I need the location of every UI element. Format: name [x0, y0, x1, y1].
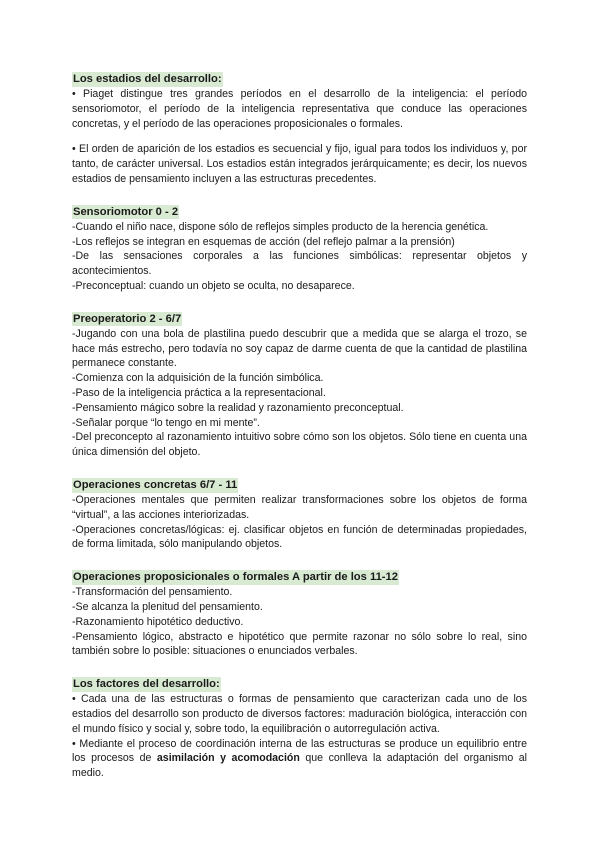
list-item: -Los reflejos se integran en esquemas de acción (del reflejo palmar a la prensión): [72, 235, 455, 248]
paragraph: • El orden de aparición de los estadios es secuencial y fijo, igual para todos los individuos y, por tanto, de carácter universal. Los estadios están integrados jerárquicamente; es decir, los nuevos estadios de pensamiento incluyen a las estructuras precedentes.: [72, 143, 527, 185]
section-operaciones-concretas: [72, 475, 527, 552]
list-item: -Pensamiento mágico sobre la realidad y razonamiento preconceptual.: [72, 401, 404, 414]
section-estadios: [72, 69, 527, 187]
section-heading: Operaciones concretas 6/7 - 11: [73, 478, 238, 491]
list-item: -Se alcanza la plenitud del pensamiento.: [72, 600, 263, 613]
list-item: -Pensamiento lógico, abstracto e hipotético que permite razonar no sólo sobre lo real, sino también sobre lo posible: situaciones o enunciados verbales.: [72, 630, 527, 658]
list-item: -Transformación del pensamiento.: [72, 586, 233, 599]
section-operaciones-formales: [72, 567, 527, 659]
list-item: -Preconceptual: cuando un objeto se oculta, no desaparece.: [72, 279, 355, 292]
list-item: -Del preconcepto al razonamiento intuitivo sobre cómo son los objetos. Sólo tiene en cuenta una única dimensión del objeto.: [72, 431, 527, 459]
list-item: • Cada una de las estructuras o formas de pensamiento que caracterizan cada uno de los estadios del desarrollo son producto de diversos factores: maduración biológica, interacción con el mundo físico y social y, sobre todo, la equilibración o autorregulación activa.: [72, 693, 527, 735]
list-item: -Cuando el niño nace, dispone sólo de reflejos simples producto de la herencia genética.: [72, 220, 489, 233]
list-item: -Operaciones mentales que permiten realizar transformaciones sobre los objetos de forma “virtual”, a las acciones interiorizadas.: [72, 493, 527, 521]
paragraph: • Piaget distingue tres grandes períodos en el desarrollo de la inteligencia: el período sensoriomotor, el período de la inteligencia representativa que conduce las operaciones concretas, y el período de las operaciones proposicionales o formales.: [72, 88, 527, 130]
section-factores: [72, 674, 527, 781]
section-heading: Los factores del desarrollo:: [73, 678, 220, 691]
bold-term: asimilación y acomodación: [156, 752, 300, 765]
section-heading: Los estadios del desarrollo:: [73, 73, 222, 85]
section-preoperatorio: [72, 309, 527, 460]
section-sensoriomotor: [72, 202, 527, 294]
section-heading: Operaciones proposicionales o formales A partir de los 11-12: [73, 571, 398, 584]
list-item: -Operaciones concretas/lógicas: ej. clasificar objetos en función de determinadas propiedades, de forma limitada, sólo manipulando objetos.: [72, 523, 527, 551]
text-fragment: que conlleva la adaptación del organismo al medio.: [72, 752, 527, 780]
list-item: -Comienza con la adquisición de la función simbólica.: [72, 372, 324, 385]
list-item: -Jugando con una bola de plastilina puedo descubrir que a medida que se alarga el trozo, se hace más estrecho, pero todavía no soy capaz de darme cuenta de que la cantidad de plastilina permanece constante.: [72, 327, 527, 370]
list-item: -Razonamiento hipotético deductivo.: [72, 615, 244, 628]
list-item: -Señalar porque “lo tengo en mi mente”.: [72, 416, 260, 429]
text-fragment: • Mediante el proceso de coordinación interna de las estructuras se produce un equilibrio entre los procesos de: [72, 737, 527, 765]
list-item: -Paso de la inteligencia práctica a la representacional.: [72, 386, 326, 399]
list-item: -De las sensaciones corporales a las funciones simbólicas: representar objetos y acontecimientos.: [72, 250, 527, 278]
document-content: [72, 69, 527, 795]
section-heading: Preoperatorio 2 - 6/7: [73, 312, 182, 325]
section-heading: Sensoriomotor 0 - 2: [73, 205, 179, 218]
list-item: [72, 737, 527, 781]
